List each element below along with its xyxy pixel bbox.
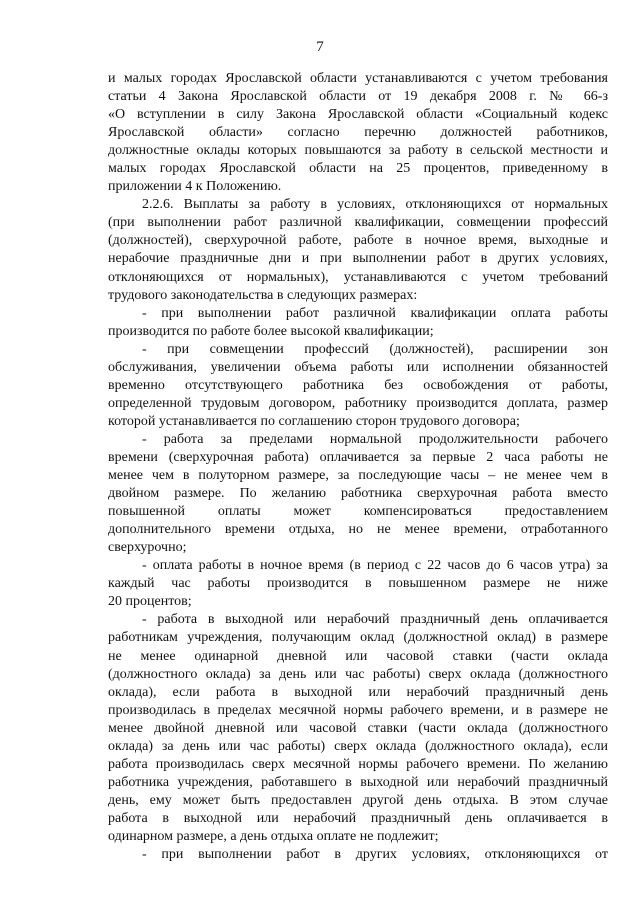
text-line: одинарном размере, а день отдыха оплате не подлежит; — [108, 828, 439, 844]
text-line: малых городах Ярославской области на 25 процентов, приведенному в — [108, 161, 608, 177]
text-line: повышенной оплаты может компенсироваться предоставлением — [108, 504, 608, 520]
text-line: каждый час работы производится в повышенном размере не ниже — [108, 576, 608, 592]
text-line: которой устанавливается по соглашению сторон трудового договора; — [108, 413, 520, 429]
text-line: трудового законодательства в следующих размерах: — [108, 287, 418, 303]
text-line: отклоняющихся от нормальных), устанавливаются с учетом требований — [108, 269, 608, 285]
text-line: 2.2.6. Выплаты за работу в условиях, отклоняющихся от нормальных — [142, 197, 608, 213]
text-line: день, ему может быть предоставлен другой день отдыха. В этом случае — [108, 792, 608, 808]
text-line: и малых городах Ярославской области устанавливаются с учетом требования — [108, 71, 608, 86]
text-line: нерабочие праздничные дни и при выполнении работ в других условиях, — [108, 251, 608, 267]
text-line: - оплата работы в ночное время (в период с 22 часов до 6 часов утра) за — [142, 558, 608, 574]
text-line: дополнительного времени отдыха, но не менее времени, отработанного — [108, 522, 608, 538]
text-line: работникам учреждения, получающим оклад (должностной оклад) в размере — [108, 630, 608, 646]
text-line: - работа в выходной или нерабочий праздничный день оплачивается — [142, 612, 608, 628]
text-line: (при выполнении работ различной квалификации, совмещении профессий — [108, 215, 608, 231]
text-line: не менее одинарной дневной или часовой ставки (части оклада — [108, 648, 608, 664]
text-line: «О вступлении в силу Закона Ярославской области «Социальный кодекс — [108, 107, 608, 123]
text-line: производилась в пределах месячной нормы рабочего времени, и в размере не — [108, 702, 608, 718]
text-line: - работа за пределами нормальной продолжительности рабочего — [142, 431, 608, 447]
text-line: приложении 4 к Положению. — [108, 179, 282, 195]
text-line: оклада) за день или час работы) сверх оклада (должностного оклада), если — [108, 738, 608, 754]
text-line: двойном размере. По желанию работника сверхурочная работа вместо — [108, 486, 608, 502]
text-line: оклада), если работа в выходной или нерабочий праздничный день — [108, 684, 608, 700]
text-line: (должностей), сверхурочной работе, работе в ночное время, выходные и — [108, 233, 608, 249]
text-line: Ярославской области» согласно перечню должностей работников, — [108, 125, 608, 141]
text-line: (должностного оклада) за день или час работы) сверх оклада (должностного — [108, 666, 608, 682]
text-line: менее двойной дневной или часовой ставки (части оклада (должностного — [108, 720, 608, 736]
text-line: определенной трудовым договором, работнику производится доплата, размер — [108, 395, 608, 411]
text-line: менее чем в полуторном размере, за последующие часы – не менее чем в — [108, 468, 608, 484]
text-line: производится по работе более высокой квалификации; — [108, 323, 434, 339]
text-line: обслуживания, увеличении объема работы или исполнении обязанностей — [108, 359, 608, 375]
text-line: - при совмещении профессий (должностей), расширении зон — [142, 341, 608, 357]
text-line: времени (сверхурочная работа) оплачивается за первые 2 часа работы не — [108, 449, 608, 465]
text-line: - при выполнении работ различной квалификации оплата работы — [142, 305, 608, 321]
text-line: временно отсутствующего работника без освобождения от работы, — [108, 377, 608, 393]
text-line: работника учреждения, работавшего в выходной или нерабочий праздничный — [108, 774, 608, 790]
text-line: сверхурочно; — [108, 540, 187, 556]
text-line: - при выполнении работ в других условиях, отклоняющихся от — [142, 847, 608, 863]
body-text — [108, 70, 608, 864]
text-line: статьи 4 Закона Ярославской области от 19 декабря 2008 г. № 66-з — [108, 89, 608, 105]
page-number: 7 — [316, 39, 324, 55]
text-line: 20 процентов; — [108, 594, 192, 610]
text-line: работа в выходной или нерабочий праздничный день оплачивается в — [108, 810, 608, 826]
text-line: работа производилась сверх месячной нормы рабочего времени. По желанию — [108, 756, 608, 772]
text-line: должностные оклады которых повышаются за работу в сельской местности и — [108, 143, 608, 159]
